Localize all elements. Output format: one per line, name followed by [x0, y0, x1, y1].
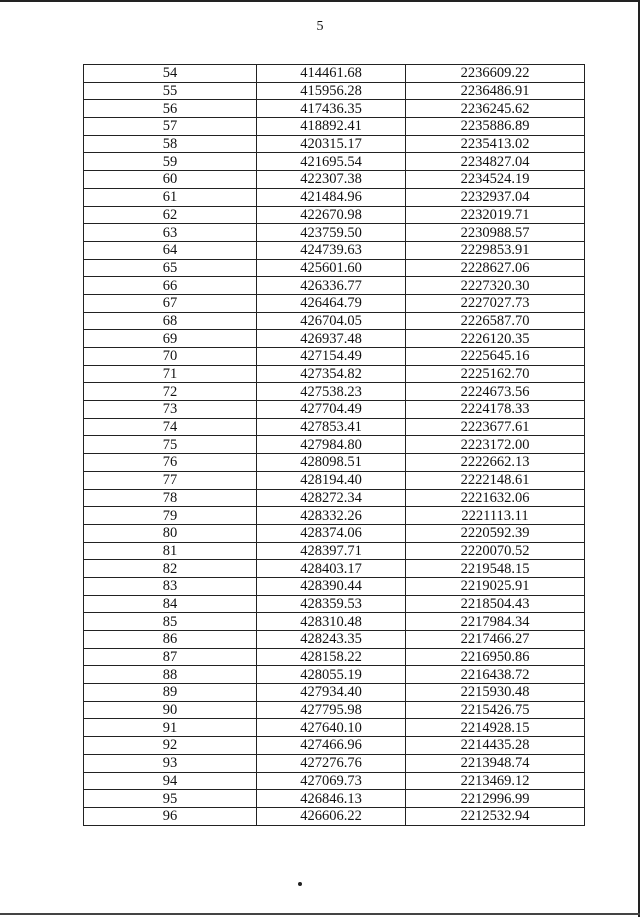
y-coordinate-cell: 2236609.22 — [406, 65, 585, 83]
table-row — [84, 206, 585, 224]
y-coordinate-cell: 2230988.57 — [406, 224, 585, 242]
y-coordinate-cell: 2212532.94 — [406, 807, 585, 825]
x-coordinate-cell: 417436.35 — [257, 100, 406, 118]
y-coordinate-cell: 2219025.91 — [406, 577, 585, 595]
y-coordinate-cell: 2221113.11 — [406, 507, 585, 525]
table-row — [84, 666, 585, 684]
x-coordinate-cell: 428243.35 — [257, 631, 406, 649]
x-coordinate-cell: 428332.26 — [257, 507, 406, 525]
x-coordinate-cell: 426464.79 — [257, 294, 406, 312]
point-number-cell: 76 — [84, 454, 257, 472]
point-number-cell: 73 — [84, 401, 257, 419]
y-coordinate-cell: 2223677.61 — [406, 418, 585, 436]
x-coordinate-cell: 420315.17 — [257, 135, 406, 153]
point-number-cell: 79 — [84, 507, 257, 525]
y-coordinate-cell: 2224673.56 — [406, 383, 585, 401]
x-coordinate-cell: 421484.96 — [257, 188, 406, 206]
y-coordinate-cell: 2236245.62 — [406, 100, 585, 118]
table-row — [84, 259, 585, 277]
y-coordinate-cell: 2226120.35 — [406, 330, 585, 348]
y-coordinate-cell: 2220592.39 — [406, 524, 585, 542]
y-coordinate-cell: 2235413.02 — [406, 135, 585, 153]
y-coordinate-cell: 2229853.91 — [406, 241, 585, 259]
table-row — [84, 312, 585, 330]
table-row — [84, 542, 585, 560]
table-row — [84, 631, 585, 649]
point-number-cell: 68 — [84, 312, 257, 330]
x-coordinate-cell: 414461.68 — [257, 65, 406, 83]
x-coordinate-cell: 428397.71 — [257, 542, 406, 560]
table-row — [84, 224, 585, 242]
table-row — [84, 684, 585, 702]
point-number-cell: 89 — [84, 684, 257, 702]
table-row — [84, 365, 585, 383]
point-number-cell: 80 — [84, 524, 257, 542]
point-number-cell: 85 — [84, 613, 257, 631]
y-coordinate-cell: 2225162.70 — [406, 365, 585, 383]
y-coordinate-cell: 2232937.04 — [406, 188, 585, 206]
x-coordinate-cell: 427466.96 — [257, 737, 406, 755]
y-coordinate-cell: 2213948.74 — [406, 754, 585, 772]
x-coordinate-cell: 428390.44 — [257, 577, 406, 595]
page-edge-top — [0, 0, 640, 2]
x-coordinate-cell: 428055.19 — [257, 666, 406, 684]
table-row — [84, 560, 585, 578]
point-number-cell: 71 — [84, 365, 257, 383]
y-coordinate-cell: 2222148.61 — [406, 471, 585, 489]
x-coordinate-cell: 428310.48 — [257, 613, 406, 631]
x-coordinate-cell: 415956.28 — [257, 82, 406, 100]
x-coordinate-cell: 424739.63 — [257, 241, 406, 259]
point-number-cell: 86 — [84, 631, 257, 649]
table-row — [84, 613, 585, 631]
point-number-cell: 65 — [84, 259, 257, 277]
y-coordinate-cell: 2225645.16 — [406, 348, 585, 366]
point-number-cell: 70 — [84, 348, 257, 366]
y-coordinate-cell: 2213469.12 — [406, 772, 585, 790]
point-number-cell: 82 — [84, 560, 257, 578]
point-number-cell: 67 — [84, 294, 257, 312]
table-row — [84, 188, 585, 206]
point-number-cell: 83 — [84, 577, 257, 595]
point-number-cell: 74 — [84, 418, 257, 436]
table-row — [84, 807, 585, 825]
point-number-cell: 63 — [84, 224, 257, 242]
y-coordinate-cell: 2215426.75 — [406, 701, 585, 719]
table-row — [84, 135, 585, 153]
point-number-cell: 64 — [84, 241, 257, 259]
point-number-cell: 96 — [84, 807, 257, 825]
table-row — [84, 595, 585, 613]
table-row — [84, 719, 585, 737]
point-number-cell: 55 — [84, 82, 257, 100]
x-coordinate-cell: 427853.41 — [257, 418, 406, 436]
table-row — [84, 772, 585, 790]
point-number-cell: 72 — [84, 383, 257, 401]
point-number-cell: 75 — [84, 436, 257, 454]
point-number-cell: 87 — [84, 648, 257, 666]
y-coordinate-cell: 2236486.91 — [406, 82, 585, 100]
x-coordinate-cell: 426937.48 — [257, 330, 406, 348]
y-coordinate-cell: 2224178.33 — [406, 401, 585, 419]
x-coordinate-cell: 426336.77 — [257, 277, 406, 295]
point-number-cell: 69 — [84, 330, 257, 348]
y-coordinate-cell: 2214928.15 — [406, 719, 585, 737]
y-coordinate-cell: 2218504.43 — [406, 595, 585, 613]
x-coordinate-cell: 427276.76 — [257, 754, 406, 772]
table-row — [84, 436, 585, 454]
point-number-cell: 61 — [84, 188, 257, 206]
y-coordinate-cell: 2217984.34 — [406, 613, 585, 631]
table-row — [84, 241, 585, 259]
page-edge-bottom — [0, 913, 640, 915]
point-number-cell: 77 — [84, 471, 257, 489]
x-coordinate-cell: 428374.06 — [257, 524, 406, 542]
point-number-cell: 78 — [84, 489, 257, 507]
table-row — [84, 118, 585, 136]
point-number-cell: 56 — [84, 100, 257, 118]
point-number-cell: 59 — [84, 153, 257, 171]
x-coordinate-cell: 427538.23 — [257, 383, 406, 401]
x-coordinate-cell: 422307.38 — [257, 171, 406, 189]
point-number-cell: 54 — [84, 65, 257, 83]
y-coordinate-cell: 2221632.06 — [406, 489, 585, 507]
x-coordinate-cell: 427354.82 — [257, 365, 406, 383]
x-coordinate-cell: 428272.34 — [257, 489, 406, 507]
point-number-cell: 92 — [84, 737, 257, 755]
table-row — [84, 648, 585, 666]
point-number-cell: 62 — [84, 206, 257, 224]
table-row — [84, 471, 585, 489]
table-row — [84, 401, 585, 419]
x-coordinate-cell: 427069.73 — [257, 772, 406, 790]
x-coordinate-cell: 428158.22 — [257, 648, 406, 666]
x-coordinate-cell: 418892.41 — [257, 118, 406, 136]
y-coordinate-cell: 2228627.06 — [406, 259, 585, 277]
table-row — [84, 737, 585, 755]
y-coordinate-cell: 2216950.86 — [406, 648, 585, 666]
table-row — [84, 82, 585, 100]
table-row — [84, 65, 585, 83]
table-row — [84, 171, 585, 189]
point-number-cell: 66 — [84, 277, 257, 295]
x-coordinate-cell: 428098.51 — [257, 454, 406, 472]
y-coordinate-cell: 2215930.48 — [406, 684, 585, 702]
table-row — [84, 489, 585, 507]
x-coordinate-cell: 428359.53 — [257, 595, 406, 613]
table-row — [84, 330, 585, 348]
point-number-cell: 90 — [84, 701, 257, 719]
coordinates-table — [83, 64, 585, 826]
x-coordinate-cell: 426704.05 — [257, 312, 406, 330]
y-coordinate-cell: 2234827.04 — [406, 153, 585, 171]
y-coordinate-cell: 2227027.73 — [406, 294, 585, 312]
x-coordinate-cell: 423759.50 — [257, 224, 406, 242]
y-coordinate-cell: 2232019.71 — [406, 206, 585, 224]
table-row — [84, 524, 585, 542]
y-coordinate-cell: 2235886.89 — [406, 118, 585, 136]
table-row — [84, 294, 585, 312]
point-number-cell: 88 — [84, 666, 257, 684]
table-row — [84, 383, 585, 401]
table-row — [84, 701, 585, 719]
x-coordinate-cell: 422670.98 — [257, 206, 406, 224]
x-coordinate-cell: 421695.54 — [257, 153, 406, 171]
point-number-cell: 84 — [84, 595, 257, 613]
y-coordinate-cell: 2227320.30 — [406, 277, 585, 295]
table-row — [84, 277, 585, 295]
x-coordinate-cell: 427704.49 — [257, 401, 406, 419]
page-number: 5 — [316, 19, 324, 34]
y-coordinate-cell: 2223172.00 — [406, 436, 585, 454]
point-number-cell: 95 — [84, 790, 257, 808]
y-coordinate-cell: 2212996.99 — [406, 790, 585, 808]
point-number-cell: 93 — [84, 754, 257, 772]
table-row — [84, 507, 585, 525]
x-coordinate-cell: 427640.10 — [257, 719, 406, 737]
table-row — [84, 348, 585, 366]
table-row — [84, 454, 585, 472]
x-coordinate-cell: 425601.60 — [257, 259, 406, 277]
x-coordinate-cell: 428403.17 — [257, 560, 406, 578]
table-row — [84, 754, 585, 772]
x-coordinate-cell: 427795.98 — [257, 701, 406, 719]
point-number-cell: 81 — [84, 542, 257, 560]
x-coordinate-cell: 427984.80 — [257, 436, 406, 454]
point-number-cell: 60 — [84, 171, 257, 189]
footer-dot — [298, 882, 302, 886]
y-coordinate-cell: 2226587.70 — [406, 312, 585, 330]
table-row — [84, 577, 585, 595]
y-coordinate-cell: 2219548.15 — [406, 560, 585, 578]
y-coordinate-cell: 2214435.28 — [406, 737, 585, 755]
point-number-cell: 58 — [84, 135, 257, 153]
table-row — [84, 418, 585, 436]
y-coordinate-cell: 2216438.72 — [406, 666, 585, 684]
x-coordinate-cell: 427934.40 — [257, 684, 406, 702]
y-coordinate-cell: 2217466.27 — [406, 631, 585, 649]
table-row — [84, 153, 585, 171]
table-row — [84, 790, 585, 808]
coordinates-table-body — [84, 65, 585, 826]
point-number-cell: 94 — [84, 772, 257, 790]
point-number-cell: 57 — [84, 118, 257, 136]
x-coordinate-cell: 426606.22 — [257, 807, 406, 825]
y-coordinate-cell: 2234524.19 — [406, 171, 585, 189]
x-coordinate-cell: 427154.49 — [257, 348, 406, 366]
y-coordinate-cell: 2222662.13 — [406, 454, 585, 472]
point-number-cell: 91 — [84, 719, 257, 737]
x-coordinate-cell: 428194.40 — [257, 471, 406, 489]
y-coordinate-cell: 2220070.52 — [406, 542, 585, 560]
x-coordinate-cell: 426846.13 — [257, 790, 406, 808]
table-row — [84, 100, 585, 118]
